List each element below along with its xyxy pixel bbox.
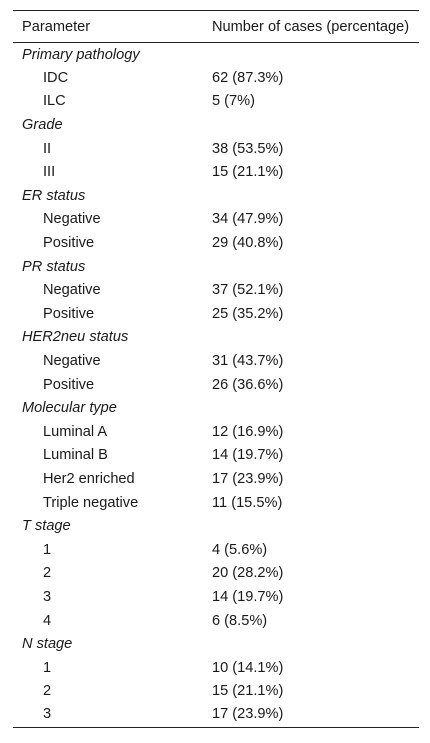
header-parameter: Parameter bbox=[22, 18, 91, 35]
row-label: Positive bbox=[43, 305, 95, 322]
bottom-rule bbox=[13, 727, 419, 728]
row-label: II bbox=[43, 140, 52, 157]
row-label: Her2 enriched bbox=[43, 470, 135, 487]
row-value: 15 (21.1%) bbox=[212, 164, 284, 181]
row-value: 37 (52.1%) bbox=[212, 282, 284, 299]
row-value: 14 (19.7%) bbox=[212, 588, 284, 605]
table-row bbox=[13, 302, 419, 326]
row-value: 4 (5.6%) bbox=[212, 541, 268, 558]
table-row bbox=[13, 680, 419, 704]
table-row bbox=[13, 278, 419, 302]
table-row bbox=[13, 538, 419, 562]
table-row bbox=[13, 90, 419, 114]
row-label: IDC bbox=[43, 69, 69, 86]
row-label: ILC bbox=[43, 93, 66, 110]
row-label: 4 bbox=[43, 612, 52, 629]
group-row bbox=[13, 43, 419, 67]
table-body bbox=[13, 43, 419, 727]
row-label: III bbox=[43, 164, 56, 181]
table-row bbox=[13, 656, 419, 680]
row-value: 6 (8.5%) bbox=[212, 612, 268, 629]
table-row bbox=[13, 231, 419, 255]
group-row bbox=[13, 113, 419, 137]
group-row bbox=[13, 255, 419, 279]
row-value: 29 (40.8%) bbox=[212, 235, 284, 252]
group-label: HER2neu status bbox=[22, 329, 129, 346]
row-label: Negative bbox=[43, 282, 101, 299]
group-label: Grade bbox=[22, 117, 63, 134]
table-row bbox=[13, 444, 419, 468]
row-value: 31 (43.7%) bbox=[212, 353, 284, 370]
row-value: 34 (47.9%) bbox=[212, 211, 284, 228]
row-value: 15 (21.1%) bbox=[212, 683, 284, 700]
data-table-container bbox=[13, 10, 419, 728]
row-value: 17 (23.9%) bbox=[212, 705, 284, 722]
group-label: T stage bbox=[22, 518, 71, 535]
group-row bbox=[13, 326, 419, 350]
row-value: 38 (53.5%) bbox=[212, 140, 284, 157]
table-row bbox=[13, 208, 419, 232]
row-label: Negative bbox=[43, 353, 101, 370]
group-row bbox=[13, 184, 419, 208]
row-value: 14 (19.7%) bbox=[212, 447, 284, 464]
group-row bbox=[13, 396, 419, 420]
row-label: 1 bbox=[43, 541, 52, 558]
row-label: Triple negative bbox=[43, 494, 139, 511]
table-row bbox=[13, 609, 419, 633]
row-value: 10 (14.1%) bbox=[212, 659, 284, 676]
group-label: PR status bbox=[22, 258, 86, 275]
row-label: 2 bbox=[43, 683, 52, 700]
table-row bbox=[13, 491, 419, 515]
table-header bbox=[13, 11, 419, 43]
row-label: 3 bbox=[43, 588, 52, 605]
row-label: Luminal A bbox=[43, 423, 108, 440]
table-row bbox=[13, 373, 419, 397]
table-row bbox=[13, 66, 419, 90]
row-value: 5 (7%) bbox=[212, 93, 255, 110]
cases-table bbox=[13, 10, 419, 727]
row-value: 12 (16.9%) bbox=[212, 423, 284, 440]
table-row bbox=[13, 349, 419, 373]
row-value: 11 (15.5%) bbox=[212, 494, 283, 511]
table-row bbox=[13, 585, 419, 609]
table-row bbox=[13, 420, 419, 444]
row-label: 1 bbox=[43, 659, 52, 676]
row-label: Positive bbox=[43, 376, 95, 393]
group-label: Molecular type bbox=[22, 400, 117, 417]
group-row bbox=[13, 514, 419, 538]
group-label: Primary pathology bbox=[22, 46, 140, 63]
table-row bbox=[13, 703, 419, 727]
table-row bbox=[13, 160, 419, 184]
header-number-of-cases: Number of cases (percentage) bbox=[212, 18, 410, 35]
header-row bbox=[13, 11, 419, 43]
row-value: 17 (23.9%) bbox=[212, 470, 284, 487]
group-row bbox=[13, 632, 419, 656]
row-value: 25 (35.2%) bbox=[212, 305, 284, 322]
row-value: 20 (28.2%) bbox=[212, 565, 284, 582]
row-label: 2 bbox=[43, 565, 52, 582]
row-label: Negative bbox=[43, 211, 101, 228]
table-row bbox=[13, 467, 419, 491]
table-row bbox=[13, 137, 419, 161]
row-value: 26 (36.6%) bbox=[212, 376, 284, 393]
group-label: ER status bbox=[22, 187, 86, 204]
row-label: Positive bbox=[43, 235, 95, 252]
row-value: 62 (87.3%) bbox=[212, 69, 284, 86]
table-row bbox=[13, 562, 419, 586]
group-label: N stage bbox=[22, 636, 73, 653]
row-label: Luminal B bbox=[43, 447, 108, 464]
row-label: 3 bbox=[43, 705, 52, 722]
